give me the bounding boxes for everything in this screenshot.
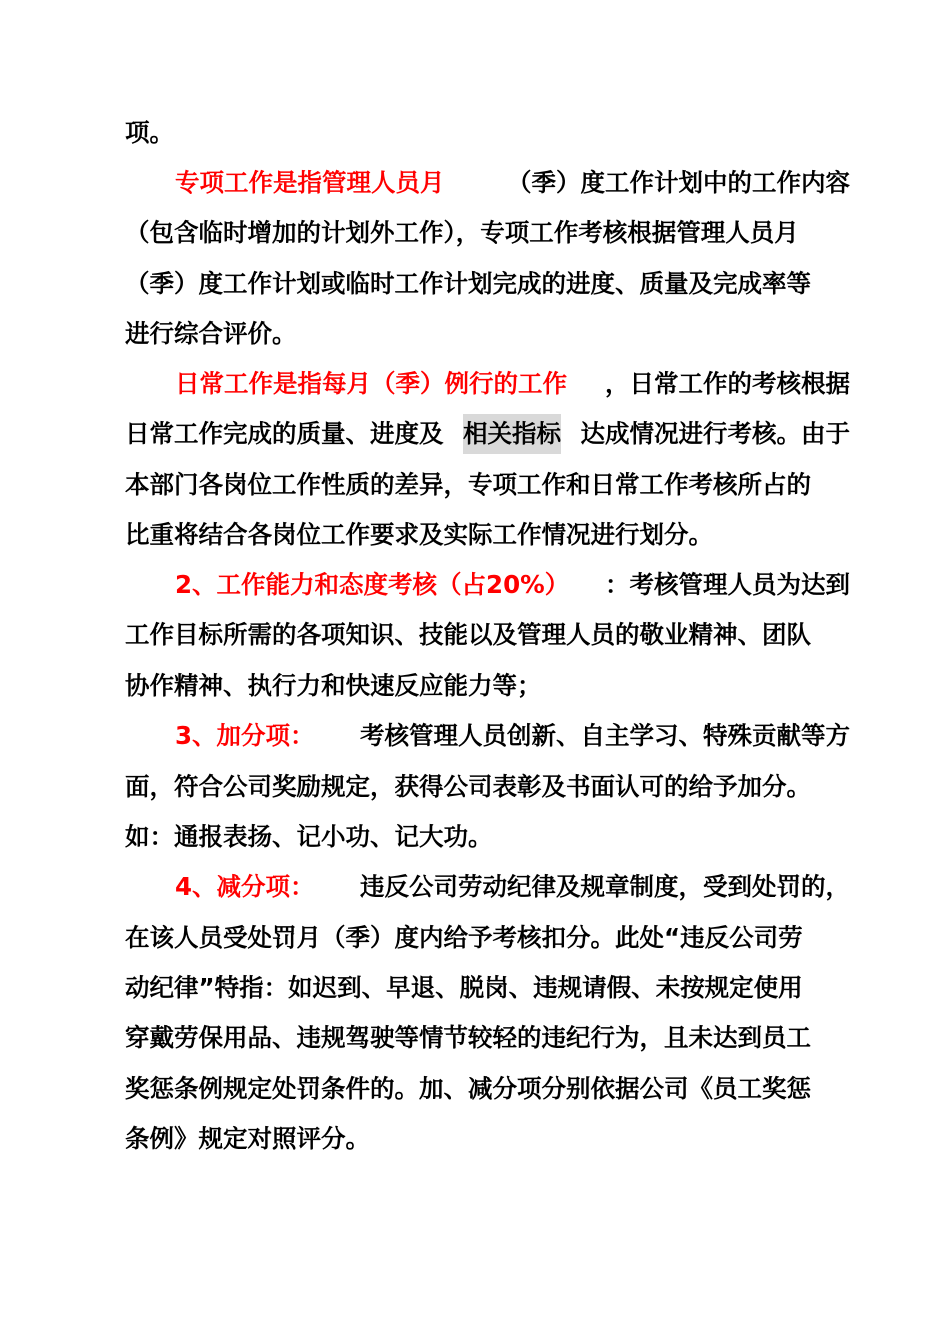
text-run: 日常工作完成的质量、进度及 bbox=[125, 419, 444, 448]
text-run: 条例》规定对照评分。 bbox=[125, 1124, 370, 1153]
line-16 bbox=[175, 867, 850, 907]
line-1 bbox=[125, 113, 825, 153]
text-run: ，日常工作的考核根据 bbox=[605, 369, 850, 398]
emphasis-run: 日常工作是指每月（季）例行的工作 bbox=[175, 369, 567, 398]
line-19 bbox=[125, 1018, 850, 1058]
line-9 bbox=[125, 515, 825, 555]
line-8 bbox=[125, 465, 850, 505]
line-21 bbox=[125, 1119, 825, 1159]
line-7 bbox=[125, 414, 850, 454]
text-run: （季）度工作计划或临时工作计划完成的进度、质量及完成率等 bbox=[125, 269, 811, 298]
line-10 bbox=[175, 565, 850, 605]
line-3 bbox=[125, 213, 850, 253]
text-run: 达成情况进行考核。由于 bbox=[580, 419, 850, 448]
text-run: 在该人员受处罚月（季）度内给予考核扣分。此处“违反公司劳 bbox=[125, 923, 803, 952]
line-11 bbox=[125, 615, 850, 655]
text-run: 如：通报表扬、记小功、记大功。 bbox=[125, 822, 493, 851]
text-run: ：考核管理人员为达到 bbox=[605, 570, 850, 599]
text-run: 违反公司劳动纪律及规章制度，受到处罚的， bbox=[360, 872, 850, 901]
text-run: 动纪律”特指：如迟到、早退、脱岗、违规请假、未按规定使用 bbox=[125, 973, 803, 1002]
text-run: 协作精神、执行力和快速反应能力等； bbox=[125, 671, 542, 700]
text-run: 本部门各岗位工作性质的差异，专项工作和日常工作考核所占的 bbox=[125, 470, 811, 499]
emphasis-run: 专项工作是指管理人员月 bbox=[175, 168, 445, 197]
text-run: 奖惩条例规定处罚条件的。加、减分项分别依据公司《员工奖惩 bbox=[125, 1074, 811, 1103]
text-run: （包含临时增加的计划外工作），专项工作考核根据管理人员月 bbox=[125, 218, 799, 247]
emphasis-run: 4、减分项： bbox=[175, 872, 315, 901]
line-12 bbox=[125, 666, 825, 706]
line-2 bbox=[175, 163, 850, 203]
emphasis-run: 3、加分项： bbox=[175, 721, 315, 750]
text-run: 工作目标所需的各项知识、技能以及管理人员的敬业精神、团队 bbox=[125, 620, 811, 649]
text-run: 比重将结合各岗位工作要求及实际工作情况进行划分。 bbox=[125, 520, 713, 549]
line-17 bbox=[125, 918, 850, 958]
line-5 bbox=[125, 314, 825, 354]
line-18 bbox=[125, 968, 850, 1008]
line-20 bbox=[125, 1069, 850, 1109]
text-run: 进行综合评价。 bbox=[125, 319, 297, 348]
highlighted-run: 相关指标 bbox=[463, 414, 561, 454]
text-run: 项。 bbox=[125, 118, 174, 147]
line-13 bbox=[175, 716, 850, 756]
text-run: 穿戴劳保用品、违规驾驶等情节较轻的违纪行为，且未达到员工 bbox=[125, 1023, 811, 1052]
line-14 bbox=[125, 767, 850, 807]
text-run: 面，符合公司奖励规定，获得公司表彰及书面认可的给予加分。 bbox=[125, 772, 811, 801]
line-15 bbox=[125, 817, 825, 857]
line-4 bbox=[125, 264, 850, 304]
text-run: （季）度工作计划中的工作内容 bbox=[507, 168, 850, 197]
emphasis-run: 2、工作能力和态度考核（占20%） bbox=[175, 570, 570, 599]
text-run: 考核管理人员创新、自主学习、特殊贡献等方 bbox=[360, 721, 850, 750]
line-6 bbox=[175, 364, 850, 404]
